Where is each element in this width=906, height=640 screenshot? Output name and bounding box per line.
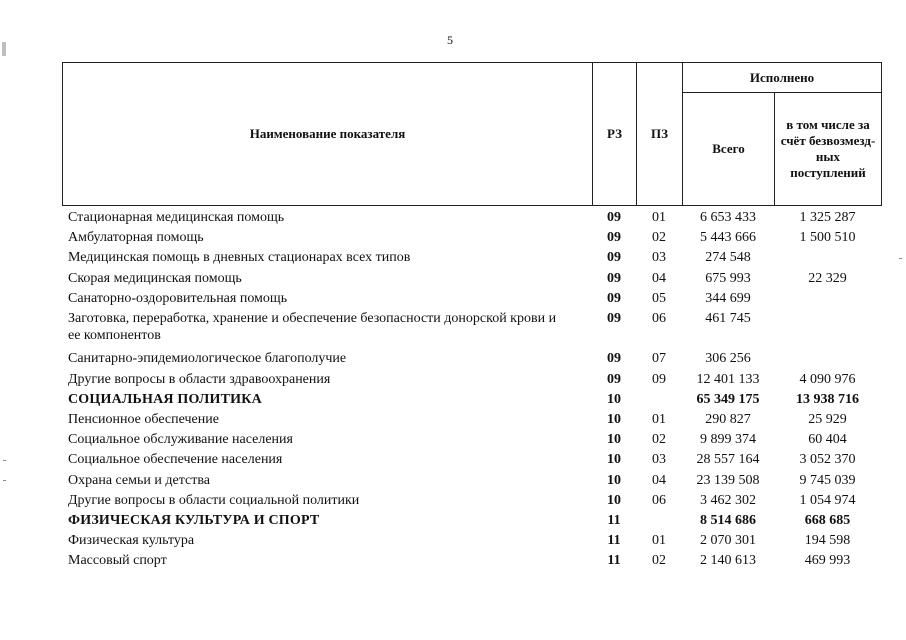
header-name: Наименование показателя xyxy=(63,63,593,206)
cell-total: 6 653 433 xyxy=(700,210,756,225)
cell-name: Социальное обеспечение населения xyxy=(68,452,283,468)
cell-free: 22 329 xyxy=(808,270,847,286)
cell-name: Санаторно-оздоровительная помощь xyxy=(68,290,288,306)
cell-rz: 10 xyxy=(607,432,621,448)
cell-pz: 09 xyxy=(652,371,666,387)
cell-total: 675 993 xyxy=(705,270,751,286)
table-row xyxy=(0,491,906,511)
cell-total: 12 401 133 xyxy=(696,371,760,387)
table-row xyxy=(0,309,906,350)
cell-free: 4 090 976 xyxy=(799,371,856,387)
cell-total: 2 070 301 xyxy=(700,533,756,549)
header-total: Всего xyxy=(683,93,775,206)
cell-pz: 02 xyxy=(652,432,666,448)
cell-rz: 09 xyxy=(607,351,621,367)
page-number: 5 xyxy=(447,33,453,47)
cell-free: 1 500 510 xyxy=(799,230,856,246)
table-row xyxy=(0,248,906,268)
cell-rz: 09 xyxy=(607,270,621,286)
cell-pz: 01 xyxy=(652,412,666,427)
cell-rz: 10 xyxy=(607,412,621,427)
cell-rz: 09 xyxy=(607,290,621,306)
cell-total: 3 462 302 xyxy=(700,492,756,508)
cell-pz: 04 xyxy=(652,270,666,286)
table-row xyxy=(0,370,906,390)
cell-rz: 11 xyxy=(607,553,621,569)
cell-pz: 05 xyxy=(652,290,666,306)
cell-name: Заготовка, переработка, хранение и обеспечение безопасности донорской крови и ее компонентов xyxy=(68,310,557,343)
cell-rz: 09 xyxy=(607,371,621,387)
cell-rz: 10 xyxy=(607,452,621,468)
table-row xyxy=(0,410,906,430)
cell-free: 668 685 xyxy=(804,512,851,528)
cell-name: Пенсионное обеспечение xyxy=(68,412,219,427)
cell-total: 274 548 xyxy=(705,250,751,266)
cell-free: 25 929 xyxy=(808,412,847,427)
cell-free: 194 598 xyxy=(804,533,851,549)
cell-rz: 11 xyxy=(607,533,621,549)
table-header xyxy=(62,62,882,206)
cell-rz: 10 xyxy=(607,492,621,508)
cell-name: Физическая культура xyxy=(68,533,195,549)
cell-name: Социальное обслуживание населения xyxy=(68,432,293,448)
table-row xyxy=(0,269,906,289)
cell-free: 13 938 716 xyxy=(796,391,859,407)
cell-total: 461 745 xyxy=(705,310,751,326)
cell-total: 290 827 xyxy=(705,412,751,427)
table-row xyxy=(0,430,906,450)
table-row xyxy=(0,511,906,531)
cell-pz: 04 xyxy=(652,472,666,488)
cell-total: 2 140 613 xyxy=(700,553,756,569)
cell-rz: 09 xyxy=(607,250,621,266)
cell-free: 1 054 974 xyxy=(799,492,856,508)
cell-name: Массовый спорт xyxy=(68,553,167,569)
cell-name: Медицинская помощь в дневных стационарах всех типов xyxy=(68,250,411,266)
cell-total: 344 699 xyxy=(705,290,751,306)
header-rz: РЗ xyxy=(593,63,637,206)
cell-rz: 09 xyxy=(607,230,621,246)
cell-total: 306 256 xyxy=(705,351,751,367)
cell-rz: 10 xyxy=(607,391,621,407)
cell-pz: 07 xyxy=(652,351,666,367)
cell-total: 65 349 175 xyxy=(696,391,760,407)
table-row xyxy=(0,471,906,491)
cell-pz: 01 xyxy=(652,210,666,225)
cell-total: 23 139 508 xyxy=(696,472,760,488)
cell-total: 9 899 374 xyxy=(700,432,756,448)
cell-name: СОЦИАЛЬНАЯ ПОЛИТИКА xyxy=(68,391,262,407)
cell-total: 5 443 666 xyxy=(700,230,756,246)
cell-free: 3 052 370 xyxy=(799,452,856,468)
cell-free: 1 325 287 xyxy=(799,210,856,225)
cell-pz: 02 xyxy=(652,553,666,569)
table-row xyxy=(0,390,906,410)
table-row xyxy=(0,450,906,470)
cell-name: Стационарная медицинская помощь xyxy=(68,210,285,225)
header-free: в том числе за счёт безвозмезд-ных поступлений xyxy=(775,93,882,206)
table-row xyxy=(0,531,906,551)
cell-name: Санитарно-эпидемиологическое благополучие xyxy=(68,351,347,367)
cell-name: Скорая медицинская помощь xyxy=(68,270,242,286)
cell-name: Другие вопросы в области здравоохранения xyxy=(68,371,331,387)
cell-name: Охрана семьи и детства xyxy=(68,472,210,488)
table-row xyxy=(0,208,906,228)
cell-total: 28 557 164 xyxy=(696,452,760,468)
cell-rz: 09 xyxy=(607,310,621,326)
cell-free: 60 404 xyxy=(808,432,847,448)
cell-free: 9 745 039 xyxy=(799,472,856,488)
cell-name: Амбулаторная помощь xyxy=(68,230,204,246)
cell-pz: 03 xyxy=(652,452,666,468)
header-executed: Исполнено xyxy=(683,63,882,93)
table-body xyxy=(0,208,906,572)
cell-rz: 09 xyxy=(607,210,621,225)
cell-rz: 10 xyxy=(607,472,621,488)
cell-rz: 11 xyxy=(607,512,621,528)
cell-pz: 03 xyxy=(652,250,666,266)
table-row xyxy=(0,551,906,571)
cell-name: Другие вопросы в области социальной политики xyxy=(68,492,360,508)
table-row xyxy=(0,289,906,309)
cell-free: 469 993 xyxy=(804,553,851,569)
header-pz: ПЗ xyxy=(637,63,683,206)
table-row xyxy=(0,349,906,369)
cell-total: 8 514 686 xyxy=(700,512,756,528)
scan-artifact xyxy=(2,42,6,56)
cell-pz: 06 xyxy=(652,492,666,508)
cell-pz: 06 xyxy=(652,310,666,326)
cell-name: ФИЗИЧЕСКАЯ КУЛЬТУРА И СПОРТ xyxy=(68,512,320,528)
cell-pz: 01 xyxy=(652,533,666,549)
table-row xyxy=(0,228,906,248)
cell-pz: 02 xyxy=(652,230,666,246)
